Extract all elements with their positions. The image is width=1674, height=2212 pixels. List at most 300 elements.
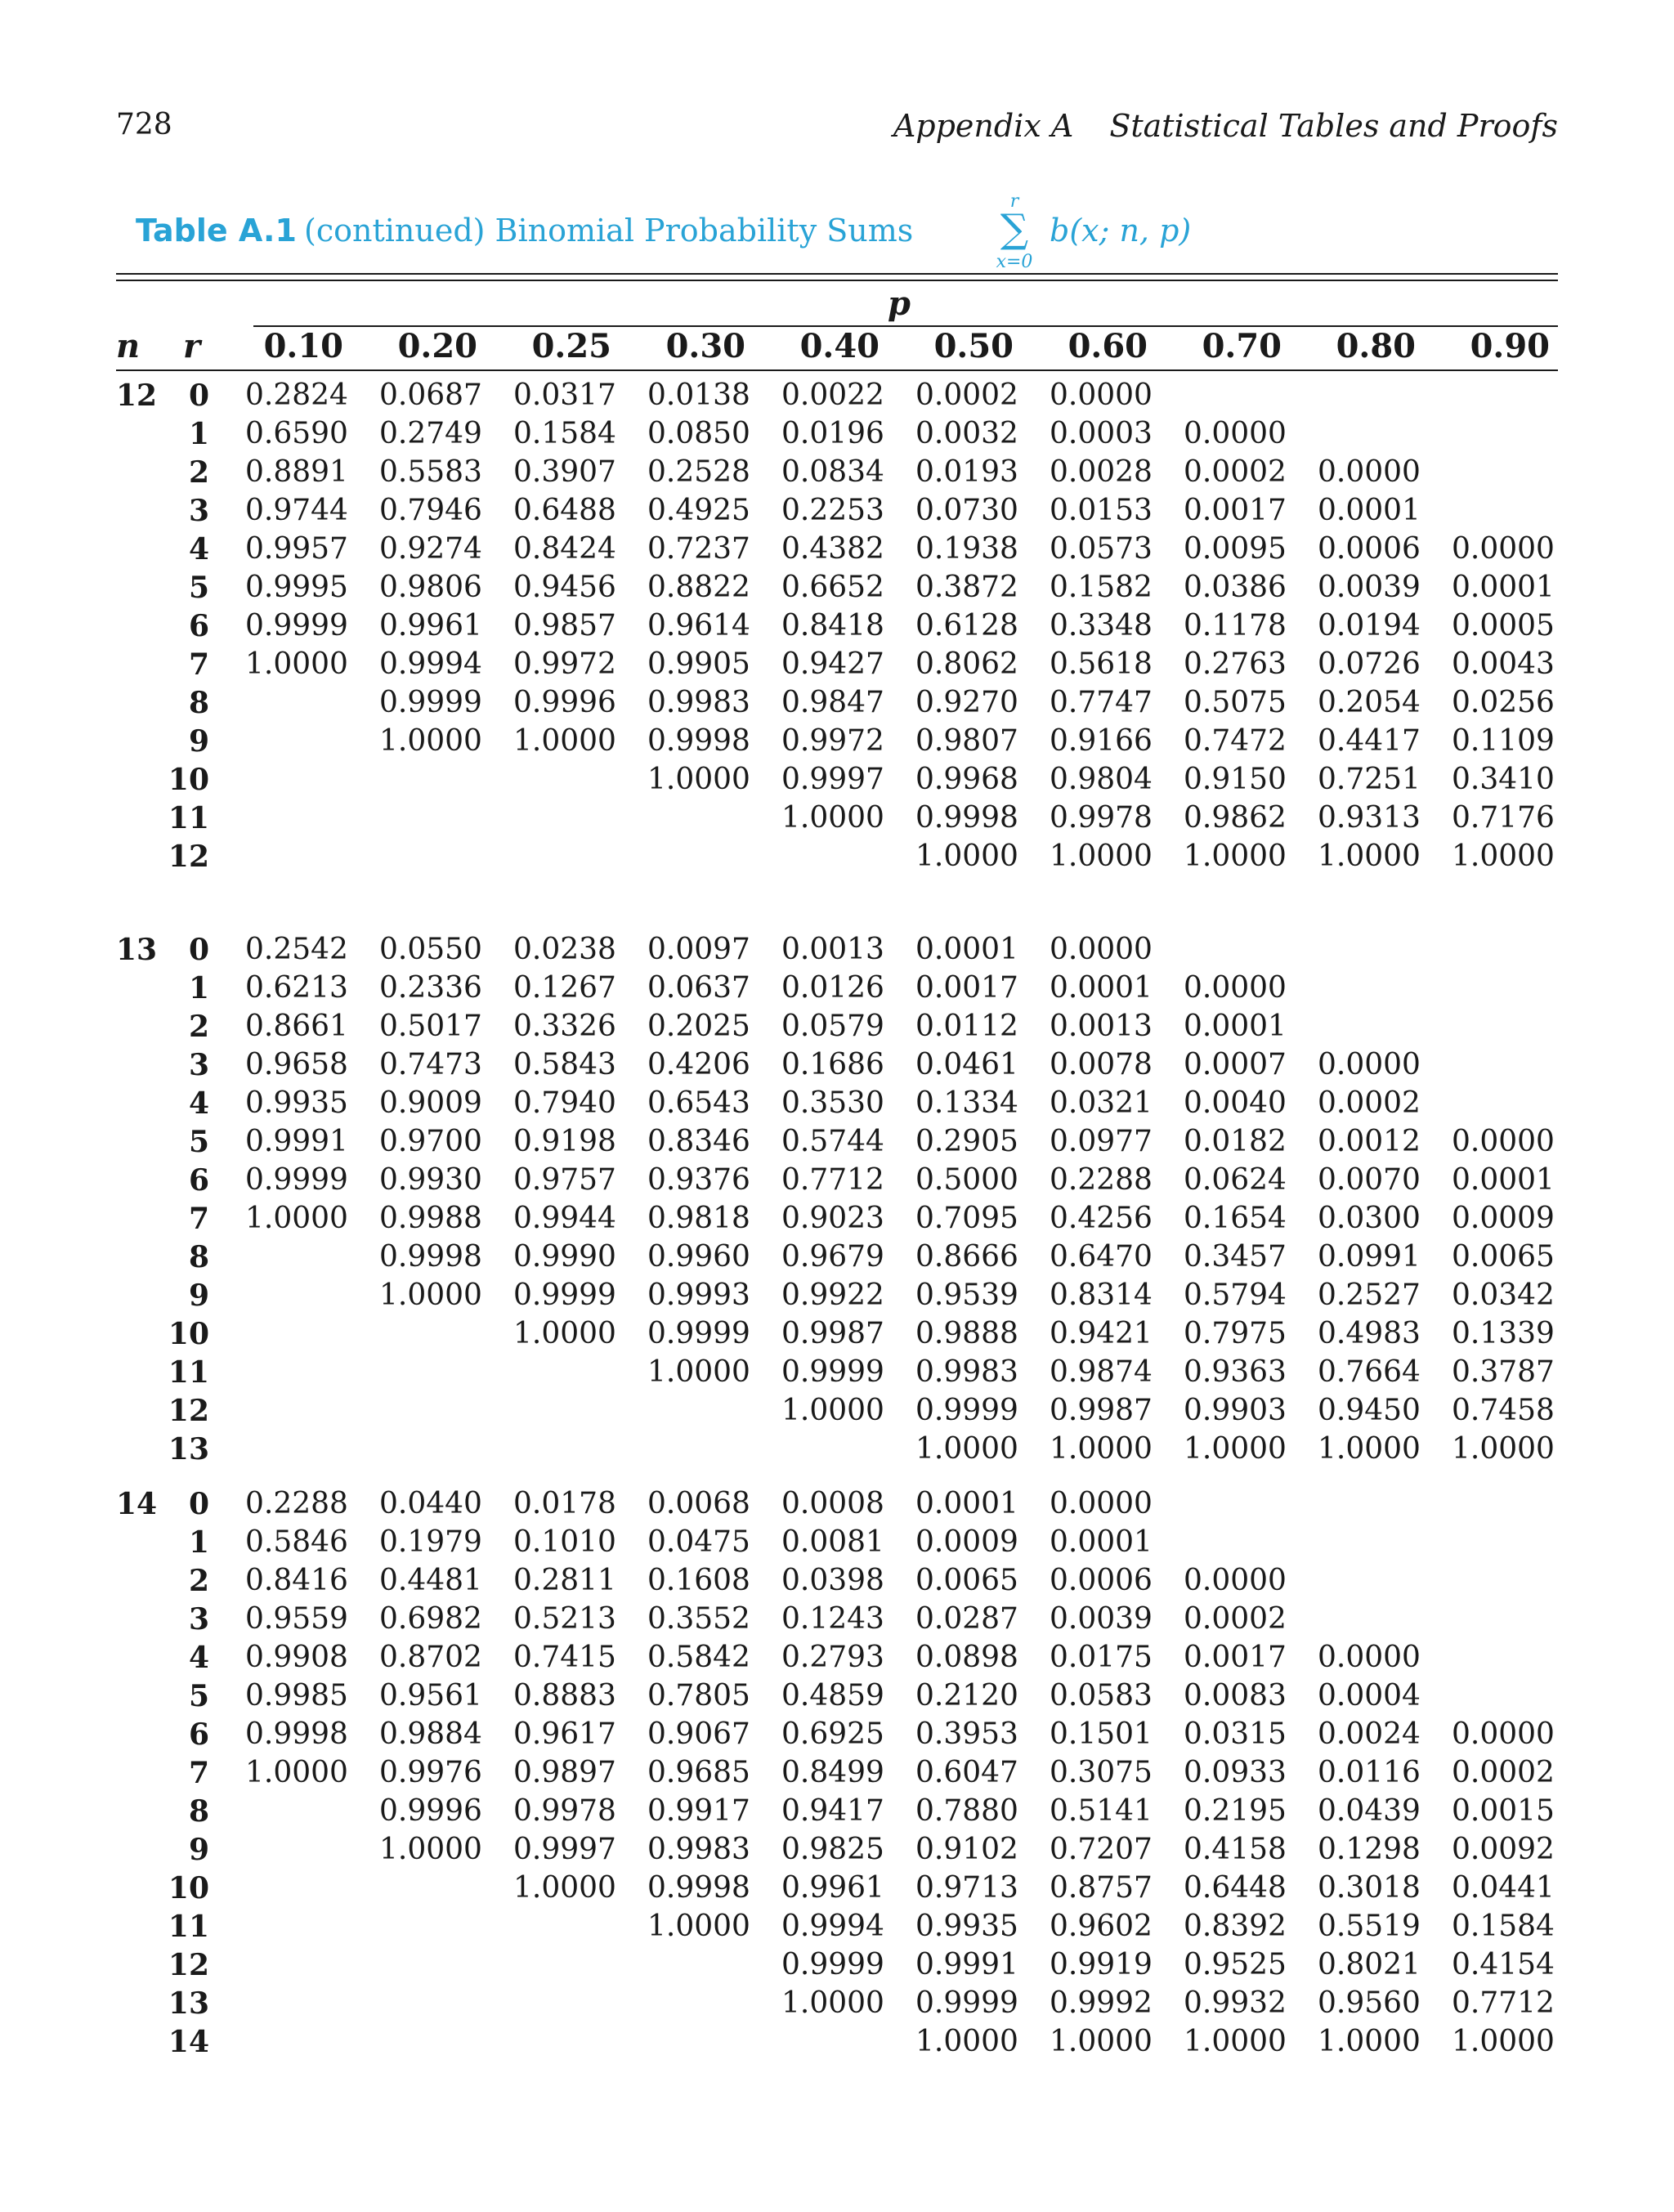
table-cell: 1.0000: [379, 1833, 482, 1866]
table-cell: 0.9997: [513, 1833, 616, 1866]
table-cell: 0.0001: [1050, 971, 1153, 1005]
table-cell: 0.3552: [647, 1602, 750, 1636]
table-cell: 0.9560: [1318, 1986, 1421, 2020]
table-cell: 0.0002: [1184, 1602, 1287, 1636]
table-cell: 0.5075: [1184, 686, 1287, 719]
table-cell: 0.9961: [379, 609, 482, 643]
table-cell: 0.0022: [781, 378, 884, 412]
table-cell: 0.3018: [1318, 1871, 1421, 1905]
table-cell: 0.9992: [1050, 1986, 1153, 2020]
table-cell: 0.6652: [781, 571, 884, 604]
table-cell: 1.0000: [1050, 2025, 1153, 2058]
r-row-label: 5: [188, 571, 209, 605]
table-cell: 0.9930: [379, 1163, 482, 1197]
table-cell: 0.0017: [1184, 494, 1287, 527]
table-cell: 0.0001: [915, 933, 1018, 966]
table-cell: 0.0386: [1184, 571, 1287, 604]
table-cell: 0.7472: [1184, 724, 1287, 758]
table-cell: 0.7251: [1318, 763, 1421, 796]
table-cell: 0.0398: [781, 1564, 884, 1597]
table-cell: 0.6448: [1184, 1871, 1287, 1905]
table-cell: 1.0000: [1318, 840, 1421, 873]
r-row-label: 5: [188, 1125, 209, 1159]
table-cell: 0.9997: [781, 763, 884, 796]
table-cell: 1.0000: [513, 1317, 616, 1350]
r-row-label: 1: [188, 1525, 209, 1560]
caption-label: Table A.1: [136, 213, 297, 249]
table-cell: 0.0007: [1184, 1048, 1287, 1081]
table-cell: 0.9744: [245, 494, 348, 527]
table-cell: 0.0000: [1452, 1125, 1555, 1158]
r-row-label: 7: [188, 1756, 209, 1790]
table-cell: 0.4256: [1050, 1202, 1153, 1235]
table-cell: 0.7880: [915, 1794, 1018, 1828]
table-cell: 1.0000: [915, 1432, 1018, 1466]
table-cell: 0.8392: [1184, 1910, 1287, 1943]
r-row-label: 9: [188, 1278, 209, 1313]
p-header-cell: 0.80: [1336, 327, 1416, 365]
table-cell: 0.9998: [379, 1240, 482, 1274]
table-cell: 0.0461: [915, 1048, 1018, 1081]
table-cell: 0.9932: [1184, 1986, 1287, 2020]
table-cell: 0.9150: [1184, 763, 1287, 796]
table-cell: 0.1582: [1050, 571, 1153, 604]
table-cell: 0.0009: [915, 1525, 1018, 1559]
table-cell: 0.9960: [647, 1240, 750, 1274]
table-cell: 0.9888: [915, 1317, 1018, 1350]
r-row-label: 3: [188, 1602, 209, 1637]
table-cell: 0.7458: [1452, 1394, 1555, 1427]
r-row-label: 13: [168, 1432, 209, 1466]
table-cell: 0.6488: [513, 494, 616, 527]
sigma-glyph: ∑: [1000, 206, 1029, 252]
r-row-label: 12: [168, 840, 209, 874]
table-cell: 0.9908: [245, 1641, 348, 1674]
table-cell: 0.3530: [781, 1086, 884, 1120]
r-row-label: 7: [188, 1202, 209, 1236]
table-cell: 0.9658: [245, 1048, 348, 1081]
r-row-label: 3: [188, 1048, 209, 1082]
table-cell: 0.2527: [1318, 1278, 1421, 1312]
table-cell: 0.2793: [781, 1641, 884, 1674]
table-cell: 0.4925: [647, 494, 750, 527]
table-cell: 0.0065: [915, 1564, 1018, 1597]
r-row-label: 5: [188, 1679, 209, 1713]
table-cell: 0.9023: [781, 1202, 884, 1235]
table-cell: 0.4859: [781, 1679, 884, 1713]
r-row-label: 3: [188, 494, 209, 528]
n-column-header: n: [116, 327, 141, 365]
table-cell: 1.0000: [1184, 840, 1287, 873]
table-cell: 0.0017: [1184, 1641, 1287, 1674]
r-row-label: 11: [168, 1355, 209, 1390]
table-cell: 0.0977: [1050, 1125, 1153, 1158]
table-cell: 0.0116: [1318, 1756, 1421, 1789]
table-cell: 0.6128: [915, 609, 1018, 643]
table-cell: 0.2025: [647, 1010, 750, 1043]
table-cell: 0.8666: [915, 1240, 1018, 1274]
table-cell: 0.6590: [245, 417, 348, 450]
table-cell: 0.3075: [1050, 1756, 1153, 1789]
table-cell: 1.0000: [1452, 840, 1555, 873]
table-cell: 1.0000: [647, 1910, 750, 1943]
p-header-cell: 0.30: [665, 327, 745, 365]
table-cell: 0.0573: [1050, 532, 1153, 566]
table-cell: 1.0000: [915, 840, 1018, 873]
table-cell: 0.9874: [1050, 1355, 1153, 1389]
r-row-label: 13: [168, 1986, 209, 2021]
table-cell: 0.2528: [647, 455, 750, 489]
table-cell: 0.9988: [379, 1202, 482, 1235]
sum-upper-limit: r: [1009, 191, 1019, 212]
table-cell: 0.0000: [1318, 1641, 1421, 1674]
table-cell: 0.0730: [915, 494, 1018, 527]
table-cell: 0.9996: [379, 1794, 482, 1828]
table-cell: 0.3953: [915, 1717, 1018, 1751]
r-row-label: 0: [188, 1487, 209, 1521]
table-cell: 0.0687: [379, 378, 482, 412]
table-cell: 0.0000: [1452, 1717, 1555, 1751]
table-cell: 0.9944: [513, 1202, 616, 1235]
table-cell: 0.4417: [1318, 724, 1421, 758]
table-cell: 0.1501: [1050, 1717, 1153, 1751]
table-cell: 0.2763: [1184, 647, 1287, 681]
table-cell: 0.0001: [1050, 1525, 1153, 1559]
table-cell: 0.0475: [647, 1525, 750, 1559]
table-cell: 0.0078: [1050, 1048, 1153, 1081]
table-cell: 0.5017: [379, 1010, 482, 1043]
table-cell: 0.9991: [915, 1948, 1018, 1981]
table-cell: 0.9999: [647, 1317, 750, 1350]
p-header-cell: 0.90: [1470, 327, 1550, 365]
table-cell: 0.0550: [379, 933, 482, 966]
table-cell: 0.6982: [379, 1602, 482, 1636]
table-cell: 0.0726: [1318, 647, 1421, 681]
table-cell: 0.0004: [1318, 1679, 1421, 1713]
table-cell: 0.9009: [379, 1086, 482, 1120]
table-cell: 0.2749: [379, 417, 482, 450]
table-cell: 0.5744: [781, 1125, 884, 1158]
table-cell: 0.0024: [1318, 1717, 1421, 1751]
r-row-label: 14: [168, 2025, 209, 2059]
table-cell: 0.6470: [1050, 1240, 1153, 1274]
table-cell: 0.0000: [1184, 971, 1287, 1005]
table-cell: 0.0070: [1318, 1163, 1421, 1197]
p-header-cell: 0.10: [263, 327, 343, 365]
table-cell: 0.1243: [781, 1602, 884, 1636]
r-row-label: 8: [188, 1794, 209, 1829]
table-cell: 0.0002: [1184, 455, 1287, 489]
table-cell: 0.0028: [1050, 455, 1153, 489]
table-cell: 0.9700: [379, 1125, 482, 1158]
table-cell: 0.0583: [1050, 1679, 1153, 1713]
table-cell: 1.0000: [1452, 2025, 1555, 2058]
table-cell: 0.1979: [379, 1525, 482, 1559]
table-cell: 0.0238: [513, 933, 616, 966]
table-cell: 0.9935: [245, 1086, 348, 1120]
table-cell: 0.7237: [647, 532, 750, 566]
n-group-label: 14: [116, 1487, 158, 1521]
table-cell: 0.9713: [915, 1871, 1018, 1905]
table-cell: 0.0637: [647, 971, 750, 1005]
table-cell: 0.6213: [245, 971, 348, 1005]
table-cell: 0.0991: [1318, 1240, 1421, 1274]
table-cell: 1.0000: [513, 724, 616, 758]
table-cell: 0.0194: [1318, 609, 1421, 643]
table-cell: 0.2811: [513, 1564, 616, 1597]
table-cell: 0.3326: [513, 1010, 616, 1043]
table-cell: 0.9807: [915, 724, 1018, 758]
table-cell: 1.0000: [1184, 1432, 1287, 1466]
table-cell: 0.9976: [379, 1756, 482, 1789]
table-cell: 0.8883: [513, 1679, 616, 1713]
table-cell: 0.0300: [1318, 1202, 1421, 1235]
table-cell: 0.7805: [647, 1679, 750, 1713]
table-cell: 0.9987: [1050, 1394, 1153, 1427]
table-cell: 0.9067: [647, 1717, 750, 1751]
table-cell: 0.9998: [245, 1717, 348, 1751]
table-cell: 0.0097: [647, 933, 750, 966]
table-cell: 0.8062: [915, 647, 1018, 681]
table-cell: 0.4154: [1452, 1948, 1555, 1981]
table-cell: 0.0043: [1452, 647, 1555, 681]
table-cell: 0.9313: [1318, 801, 1421, 835]
table-cell: 0.9999: [245, 1163, 348, 1197]
table-cell: 0.1298: [1318, 1833, 1421, 1866]
table-cell: 1.0000: [915, 2025, 1018, 2058]
table-cell: 0.0850: [647, 417, 750, 450]
table-cell: 0.0006: [1318, 532, 1421, 566]
table-cell: 0.7712: [781, 1163, 884, 1197]
r-row-label: 8: [188, 1240, 209, 1274]
table-cell: 0.3872: [915, 571, 1018, 604]
r-row-label: 4: [188, 532, 209, 566]
table-cell: 0.0153: [1050, 494, 1153, 527]
table-cell: 0.9274: [379, 532, 482, 566]
table-cell: 0.9818: [647, 1202, 750, 1235]
table-cell: 0.5842: [647, 1641, 750, 1674]
table-cell: 0.9804: [1050, 763, 1153, 796]
table-cell: 0.0256: [1452, 686, 1555, 719]
table-cell: 0.7207: [1050, 1833, 1153, 1866]
table-cell: 0.9999: [513, 1278, 616, 1312]
table-cell: 0.0175: [1050, 1641, 1153, 1674]
table-cell: 0.8424: [513, 532, 616, 566]
table-cell: 0.9985: [245, 1679, 348, 1713]
r-row-label: 10: [168, 763, 209, 797]
r-row-label: 0: [188, 933, 209, 967]
table-cell: 0.9559: [245, 1602, 348, 1636]
table-cell: 0.0013: [781, 933, 884, 966]
table-cell: 0.9922: [781, 1278, 884, 1312]
r-row-label: 12: [168, 1948, 209, 1982]
table-cell: 1.0000: [379, 1278, 482, 1312]
r-row-label: 9: [188, 1833, 209, 1867]
table-cell: 0.6925: [781, 1717, 884, 1751]
table-cell: 0.9961: [781, 1871, 884, 1905]
table-cell: 1.0000: [647, 763, 750, 796]
table-cell: 0.0001: [1452, 571, 1555, 604]
table-cell: 0.9999: [915, 1986, 1018, 2020]
table-cell: 0.5519: [1318, 1910, 1421, 1943]
table-cell: 0.9983: [647, 1833, 750, 1866]
table-cell: 0.1584: [513, 417, 616, 450]
table-cell: 0.4983: [1318, 1317, 1421, 1350]
table-cell: 0.9998: [647, 724, 750, 758]
table-cell: 1.0000: [245, 647, 348, 681]
table-cell: 0.9685: [647, 1756, 750, 1789]
table-cell: 0.9417: [781, 1794, 884, 1828]
table-cell: 0.9421: [1050, 1317, 1153, 1350]
p-header-cell: 0.40: [799, 327, 880, 365]
r-row-label: 10: [168, 1317, 209, 1351]
table-cell: 0.0015: [1452, 1794, 1555, 1828]
table-cell: 0.0012: [1318, 1125, 1421, 1158]
table-cell: 0.1178: [1184, 609, 1287, 643]
table-cell: 0.9994: [781, 1910, 884, 1943]
table-cell: 0.1584: [1452, 1910, 1555, 1943]
table-cell: 1.0000: [245, 1756, 348, 1789]
table-cell: 0.0933: [1184, 1756, 1287, 1789]
table-cell: 0.9617: [513, 1717, 616, 1751]
table-cell: 0.4481: [379, 1564, 482, 1597]
table-cell: 1.0000: [1452, 1432, 1555, 1466]
r-column-header: r: [183, 327, 201, 365]
table-cell: 0.0009: [1452, 1202, 1555, 1235]
table-cell: 0.9983: [915, 1355, 1018, 1389]
table-cell: 0.0039: [1050, 1602, 1153, 1636]
table-cell: 0.9614: [647, 609, 750, 643]
table-cell: 0.9561: [379, 1679, 482, 1713]
table-cell: 0.0317: [513, 378, 616, 412]
table-cell: 0.9539: [915, 1278, 1018, 1312]
table-cell: 0.5000: [915, 1163, 1018, 1197]
table-cell: 0.9884: [379, 1717, 482, 1751]
table-cell: 0.9991: [245, 1125, 348, 1158]
running-head-section: Statistical Tables and Proofs: [1109, 108, 1558, 144]
table-cell: 0.7176: [1452, 801, 1555, 835]
table-cell: 1.0000: [1184, 2025, 1287, 2058]
table-cell: 0.1654: [1184, 1202, 1287, 1235]
table-cell: 0.9917: [647, 1794, 750, 1828]
table-cell: 1.0000: [513, 1871, 616, 1905]
p-header-cell: 0.60: [1068, 327, 1148, 365]
table-cell: 0.7712: [1452, 1986, 1555, 2020]
table-cell: 0.1608: [647, 1564, 750, 1597]
table-cell: 0.9525: [1184, 1948, 1287, 1981]
table-cell: 0.9897: [513, 1756, 616, 1789]
table-cell: 0.0001: [1318, 494, 1421, 527]
r-row-label: 4: [188, 1086, 209, 1121]
table-cell: 1.0000: [1318, 1432, 1421, 1466]
table-cell: 0.9903: [1184, 1394, 1287, 1427]
table-cell: 1.0000: [1050, 1432, 1153, 1466]
table-cell: 0.0834: [781, 455, 884, 489]
table-cell: 0.9919: [1050, 1948, 1153, 1981]
p-header-cell: 0.70: [1202, 327, 1282, 365]
table-cell: 0.0095: [1184, 532, 1287, 566]
table-cell: 0.9905: [647, 647, 750, 681]
r-row-label: 6: [188, 1717, 209, 1752]
table-cell: 0.8661: [245, 1010, 348, 1043]
table-cell: 0.0000: [1184, 417, 1287, 450]
table-cell: 1.0000: [781, 1986, 884, 2020]
table-cell: 0.0000: [1184, 1564, 1287, 1597]
table-cell: 0.9999: [781, 1355, 884, 1389]
table-cell: 0.0083: [1184, 1679, 1287, 1713]
table-cell: 0.9363: [1184, 1355, 1287, 1389]
table-cell: 0.9987: [781, 1317, 884, 1350]
table-cell: 0.9102: [915, 1833, 1018, 1866]
table-cell: 0.0039: [1318, 571, 1421, 604]
table-cell: 0.9427: [781, 647, 884, 681]
table-cell: 0.9978: [1050, 801, 1153, 835]
table-cell: 0.0440: [379, 1487, 482, 1520]
running-head-appendix: Appendix A: [893, 108, 1074, 144]
table-cell: 0.0065: [1452, 1240, 1555, 1274]
table-cell: 0.0068: [647, 1487, 750, 1520]
table-cell: 0.3410: [1452, 763, 1555, 796]
table-cell: 0.2054: [1318, 686, 1421, 719]
table-cell: 0.3907: [513, 455, 616, 489]
table-cell: 0.0000: [1318, 455, 1421, 489]
table-cell: 0.0040: [1184, 1086, 1287, 1120]
table-cell: 0.5794: [1184, 1278, 1287, 1312]
table-cell: 0.0032: [915, 417, 1018, 450]
table-cell: 0.2905: [915, 1125, 1018, 1158]
table-cell: 0.9602: [1050, 1910, 1153, 1943]
table-cell: 0.0000: [1050, 933, 1153, 966]
r-row-label: 2: [188, 1564, 209, 1598]
table-cell: 0.7975: [1184, 1317, 1287, 1350]
table-cell: 0.9679: [781, 1240, 884, 1274]
caption-function: b(x; n, p): [1050, 213, 1192, 249]
r-row-label: 11: [168, 1910, 209, 1944]
table-cell: 0.9993: [647, 1278, 750, 1312]
table-cell: 0.0001: [915, 1487, 1018, 1520]
table-cell: 0.0000: [1318, 1048, 1421, 1081]
table-cell: 0.0439: [1318, 1794, 1421, 1828]
table-cell: 0.0002: [1318, 1086, 1421, 1120]
table-cell: 0.9999: [245, 609, 348, 643]
table-cell: 0.2288: [245, 1487, 348, 1520]
table-cell: 0.9376: [647, 1163, 750, 1197]
table-cell: 0.7946: [379, 494, 482, 527]
table-cell: 0.8418: [781, 609, 884, 643]
table-cell: 0.1109: [1452, 724, 1555, 758]
table-cell: 0.9847: [781, 686, 884, 719]
table-cell: 0.0342: [1452, 1278, 1555, 1312]
table-cell: 0.2120: [915, 1679, 1018, 1713]
r-row-label: 2: [188, 455, 209, 490]
table-cell: 0.7747: [1050, 686, 1153, 719]
table-cell: 0.9972: [781, 724, 884, 758]
table-cell: 0.7473: [379, 1048, 482, 1081]
table-cell: 0.7095: [915, 1202, 1018, 1235]
table-cell: 0.9857: [513, 609, 616, 643]
r-row-label: 1: [188, 417, 209, 451]
table-cell: 0.5583: [379, 455, 482, 489]
table-cell: 0.1010: [513, 1525, 616, 1559]
table-cell: 1.0000: [781, 801, 884, 835]
table-cell: 1.0000: [1050, 840, 1153, 873]
table-cell: 0.9825: [781, 1833, 884, 1866]
table-cell: 0.2288: [1050, 1163, 1153, 1197]
table-cell: 0.5846: [245, 1525, 348, 1559]
table-cell: 0.2336: [379, 971, 482, 1005]
table-cell: 0.0193: [915, 455, 1018, 489]
table-cell: 0.9998: [647, 1871, 750, 1905]
